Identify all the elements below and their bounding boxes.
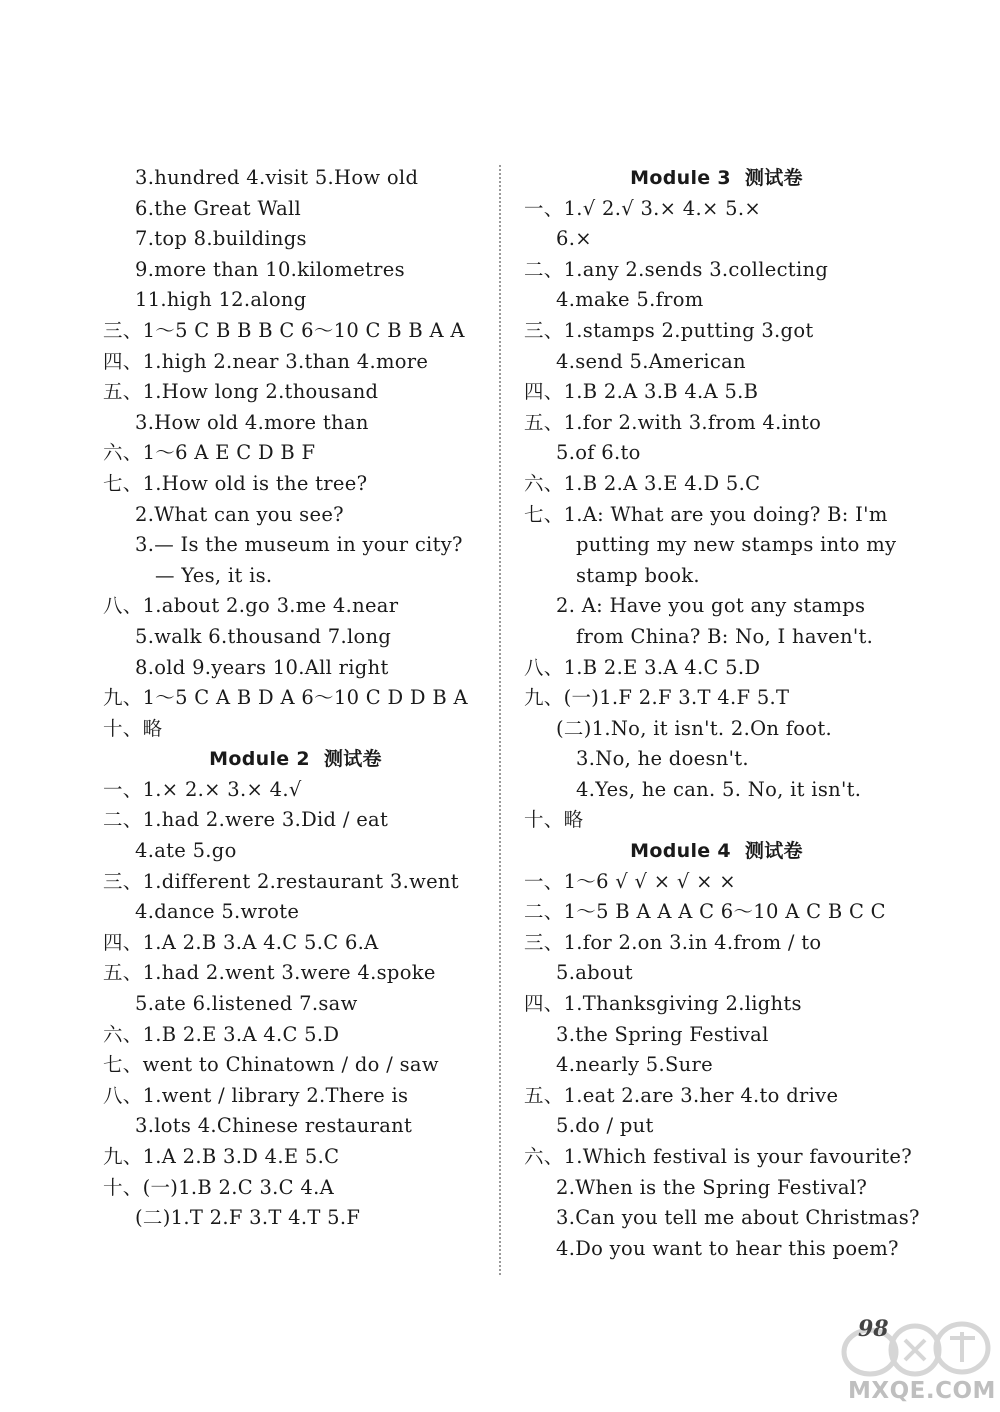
answer-line: 4.dance 5.wrote (135, 900, 300, 924)
answer-line: 3.hundred 4.visit 5.How old (135, 166, 419, 189)
answer-line: 十、略 (103, 716, 163, 740)
answer-line: 六、1.Which festival is your favourite? (524, 1145, 912, 1168)
answer-line: 八、1.went / library 2.There is (103, 1083, 409, 1107)
answer-line: 三、1.different 2.restaurant 3.went (103, 869, 459, 893)
answer-line: putting my new stamps into my (576, 533, 897, 557)
answer-line: from China? B: No, I haven't. (576, 624, 874, 648)
answer-line: 8.old 9.years 10.All right (135, 655, 389, 679)
answer-line: 七、1.A: What are you doing? B: I'm (524, 502, 888, 526)
answer-line: 三、1.stamps 2.putting 3.got (524, 318, 814, 342)
answer-line: 4.ate 5.go (135, 839, 237, 863)
answer-line: 四、1.B 2.A 3.B 4.A 5.B (524, 380, 759, 404)
answer-line: stamp book. (576, 563, 700, 587)
watermark-text: MXQE.COM (848, 1378, 996, 1404)
module-subtitle: 测试卷 (744, 840, 803, 863)
answer-line: (二)1.No, it isn't. 2.On foot. (556, 716, 832, 740)
answer-line: 4.Yes, he can. 5. No, it isn't. (576, 777, 862, 801)
answer-line: 十、(一)1.B 2.C 3.C 4.A (103, 1175, 334, 1199)
answer-line: 3.— Is the museum in your city? (135, 533, 463, 557)
answer-line: 4.nearly 5.Sure (556, 1053, 713, 1077)
answer-line: 五、1.eat 2.are 3.her 4.to drive (524, 1083, 839, 1107)
answer-line: 七、1.How old is the tree? (103, 471, 368, 495)
column-divider (499, 165, 501, 1275)
answer-line: 3.How old 4.more than (135, 410, 369, 434)
right-column (524, 163, 920, 1264)
answer-line: 6.the Great Wall (135, 196, 302, 220)
answer-line: 3.No, he doesn't. (576, 747, 749, 771)
answer-line: 四、1.A 2.B 3.A 4.C 5.C 6.A (103, 930, 379, 954)
answer-line: 4.send 5.American (556, 349, 746, 373)
answer-line: 5.walk 6.thousand 7.long (135, 624, 392, 648)
page-number: 98 (858, 1316, 889, 1342)
answer-line: 九、1～5 C A B D A 6～10 C D D B A (103, 686, 468, 710)
answer-line: 五、1.had 2.went 3.were 4.spoke (103, 961, 436, 985)
answer-line: 一、1.× 2.× 3.× 4.√ (103, 777, 302, 801)
answer-line: 四、1.high 2.near 3.than 4.more (103, 349, 429, 373)
answer-line: 7.top 8.buildings (135, 227, 307, 251)
answer-line: 3.the Spring Festival (556, 1022, 769, 1046)
answer-line: 11.high 12.along (135, 288, 307, 312)
answer-line: 4.Do you want to hear this poem? (556, 1236, 899, 1260)
answer-line: 一、1～6 √ √ × √ × × (524, 869, 736, 893)
answer-line: 二、1～5 B A A A C 6～10 A C B C C (524, 900, 886, 924)
answer-line: 2. A: Have you got any stamps (556, 594, 866, 618)
module-title: Module 2 (209, 748, 310, 771)
answer-line: 5.do / put (556, 1114, 654, 1138)
answer-line: 三、1～5 C B B B C 6～10 C B B A A (103, 318, 465, 342)
module-subtitle: 测试卷 (323, 748, 382, 771)
answer-line: (二)1.T 2.F 3.T 4.T 5.F (135, 1206, 361, 1230)
answer-line: 八、1.B 2.E 3.A 4.C 5.D (524, 655, 761, 679)
section-heading (524, 163, 909, 194)
answer-line: 2.What can you see? (135, 502, 344, 526)
answer-line: 二、1.had 2.were 3.Did / eat (103, 808, 389, 832)
section-heading (524, 836, 909, 867)
answer-line: 八、1.about 2.go 3.me 4.near (103, 594, 399, 618)
answer-line: 4.make 5.from (556, 288, 704, 312)
answer-line: 3.Can you tell me about Christmas? (556, 1206, 920, 1230)
answer-line: 九、(一)1.F 2.F 3.T 4.F 5.T (524, 686, 790, 710)
answer-line: 四、1.Thanksgiving 2.lights (524, 992, 802, 1016)
answer-line: 五、1.for 2.with 3.from 4.into (524, 410, 822, 434)
module-subtitle: 测试卷 (744, 167, 803, 189)
left-column (103, 163, 488, 1234)
answer-line: 3.lots 4.Chinese restaurant (135, 1114, 413, 1138)
answer-line: 五、1.How long 2.thousand (103, 380, 379, 404)
answer-line: 9.more than 10.kilometres (135, 257, 405, 281)
answer-line: 6.× (556, 227, 592, 251)
answer-line: 二、1.any 2.sends 3.collecting (524, 257, 829, 281)
module-title: Module 4 (630, 840, 731, 863)
answer-line: 十、略 (524, 808, 584, 832)
answer-line: — Yes, it is. (155, 563, 273, 587)
answer-line: 2.When is the Spring Festival? (556, 1175, 868, 1199)
answer-line: 七、went to Chinatown / do / saw (103, 1053, 439, 1077)
answer-line: 六、1～6 A E C D B F (103, 441, 316, 465)
section-heading (103, 744, 488, 775)
answer-line: 六、1.B 2.E 3.A 4.C 5.D (103, 1022, 340, 1046)
answer-line: 5.of 6.to (556, 441, 641, 465)
answer-line: 三、1.for 2.on 3.in 4.from / to (524, 930, 822, 954)
answer-line: 5.about (556, 961, 633, 985)
module-title: Module 3 (630, 167, 731, 189)
answer-line: 九、1.A 2.B 3.D 4.E 5.C (103, 1145, 340, 1168)
answer-line: 一、1.√ 2.√ 3.× 4.× 5.× (524, 196, 761, 220)
answer-line: 5.ate 6.listened 7.saw (135, 992, 358, 1016)
answer-line: 六、1.B 2.A 3.E 4.D 5.C (524, 471, 761, 495)
